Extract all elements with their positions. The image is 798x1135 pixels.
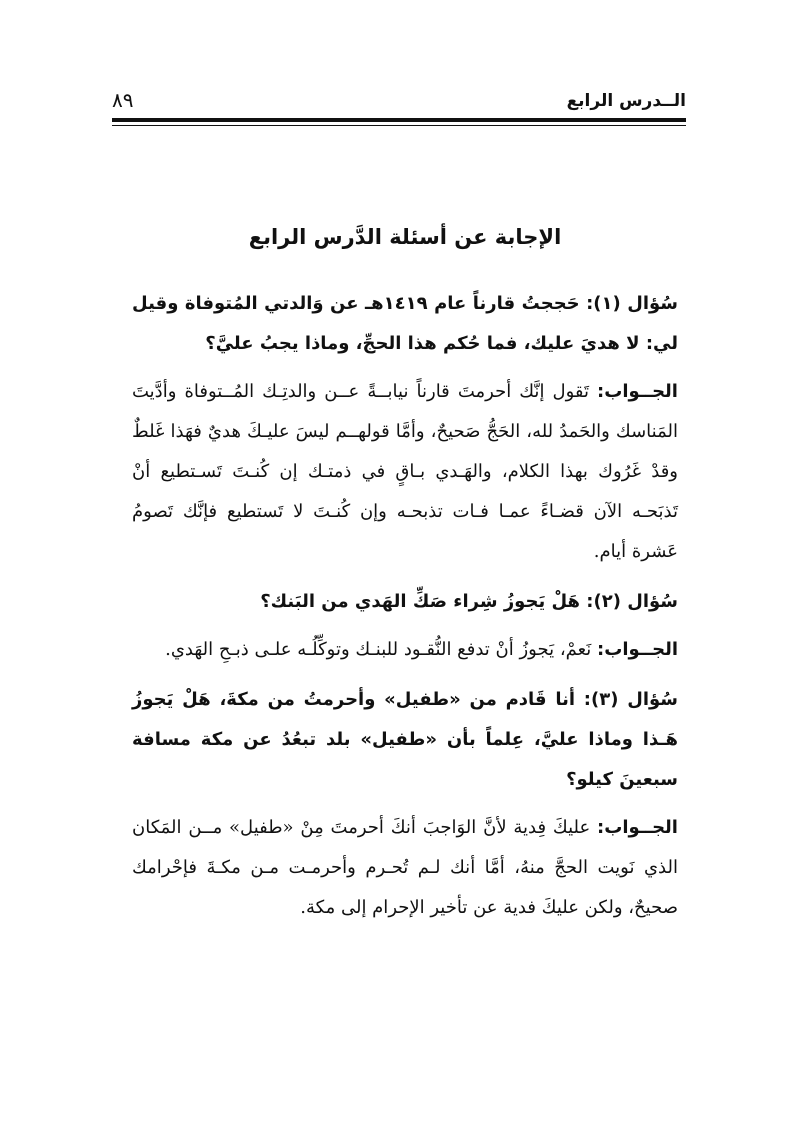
- answer-2-lead: الجــواب:: [597, 639, 678, 660]
- answer-3-text: عليكَ فِدية لأنَّ الوَاجبَ أنكَ أحرمتَ مِنْ «طفيل» مــن المَكان الذي نَويت الحجَّ منهُ، أمَّا أنك لـم تُحـرم وأحرمـت مـن مكـةَ فإحْرامك صحيحٌ، ولكن عليكَ فدية عن تأخير الإحرام إلى مكة.: [132, 817, 678, 918]
- question-3: سُؤال (٣): أنا قَادم من «طفيل» وأحرمتُ من مكةَ، هَلْ يَجوزُ هَـذا وماذا عليَّ، عِلماً بأن «طفيل» بلد تبعُدُ عن مكة مسافة سبعينَ كيلو؟: [132, 689, 678, 790]
- answer-1-lead: الجــواب:: [597, 381, 678, 402]
- header-rule-thin: [112, 125, 686, 126]
- section-title: الإجابة عن أسئلة الدَّرس الرابع: [248, 225, 562, 249]
- answer-1: [132, 372, 678, 572]
- running-header: [112, 86, 686, 116]
- qa-item-3: [132, 680, 678, 928]
- question-1: سُؤال (١): حَججتُ قارناً عام ١٤١٩هـ عن وَالدتي المُتوفاة وقيل لي: لا هديَ عليك، فما حُكم هذا الحجِّ، وماذا يجبُ عليَّ؟: [132, 293, 678, 354]
- qa-item-1: [132, 284, 678, 572]
- answer-2: [132, 630, 678, 670]
- answer-3: [132, 808, 678, 928]
- question-2: سُؤال (٢): هَلْ يَجوزُ شِراء صَكِّ الهَدي من البَنك؟: [260, 591, 678, 612]
- qa-item-2: [132, 582, 678, 670]
- answer-1-text: تَقول إنَّك أحرمتَ قارناً نيابــةً عــن والدتِـك المُــتوفاة وأدَّيتَ المَناسك والحَمدُ لله، الحَجُّ صَحيحٌ، وأمَّا قولهــم ليسَ عليـكَ هديٌ فهَذا غَلطٌ وقدْ غَرُوك بهذا الكلام، والهَـدي بـاقٍ في ذمتـك إن كُنـتَ تَسـتطيع أنْ تَذبَحـه الآن قضـاءً عمـا فـات تذبحـه وإن كُنـتَ لا تَستطيع فإنَّك تَصومُ عَشرة أيام.: [132, 381, 678, 562]
- running-title: الــدرس الرابع: [566, 91, 686, 111]
- answer-3-lead: الجــواب:: [597, 817, 678, 838]
- header-rule-thick: [112, 118, 686, 122]
- page-number: ٨٩: [112, 88, 134, 112]
- page-body: [132, 220, 678, 938]
- answer-2-text: نَعمْ، يَجوزُ أنْ تدفع النُّقـود للبنـك وتوكِّلُـه علـى ذبـحِ الهَدي.: [165, 639, 592, 660]
